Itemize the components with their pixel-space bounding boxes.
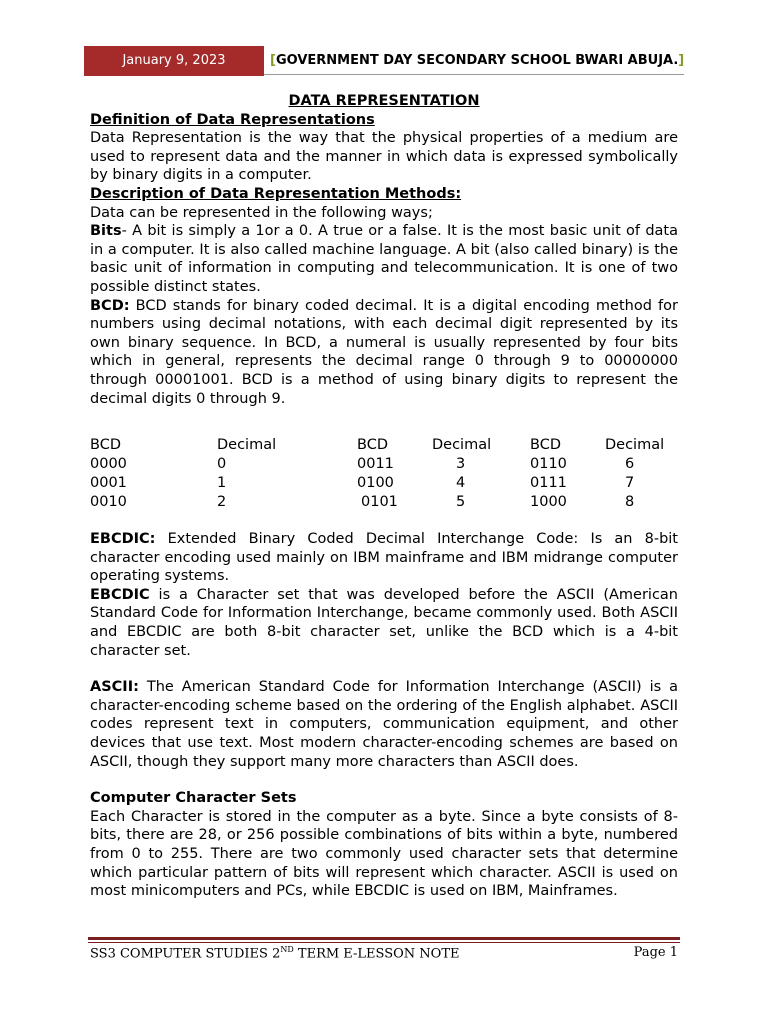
page-number: Page 1: [633, 945, 678, 960]
table-cell: 1000: [530, 494, 567, 511]
header-school-name: [270, 46, 684, 76]
definition-heading: Definition of Data Representations: [90, 111, 375, 128]
table-cell: 0111: [530, 475, 567, 492]
ascii-paragraph: [90, 678, 678, 771]
table-header: Decimal: [605, 437, 665, 454]
table-header: BCD: [357, 437, 388, 454]
spacer: [90, 660, 678, 678]
ascii-term: ASCII:: [90, 679, 139, 696]
ebcdic-paragraph-1: [90, 530, 678, 586]
bits-paragraph: [90, 222, 678, 296]
document-body: [90, 92, 678, 901]
footer-suffix: TERM E-LESSON NOTE: [293, 946, 460, 962]
table-cell: 1: [217, 475, 227, 492]
school-name: GOVERNMENT DAY SECONDARY SCHOOL BWARI ABUJA.: [275, 53, 679, 68]
bcd-table: [90, 436, 675, 512]
table-header: Decimal: [217, 437, 277, 454]
ebcdic-paragraph-2: [90, 586, 678, 660]
table-row: [90, 474, 675, 493]
header-date: January 9, 2023: [84, 46, 264, 76]
ebcdic-term-2: EBCDIC: [90, 586, 150, 603]
ebcdic-text-1: Extended Binary Coded Decimal Interchange Code: Is an 8-bit character encoding used mainly on IBM mainframe and IBM midrange computer operating systems.: [90, 531, 678, 585]
page-title: DATA REPRESENTATION: [288, 93, 480, 109]
table-cell: 0110: [530, 456, 567, 473]
charsets-heading: Computer Character Sets: [90, 790, 297, 807]
description-intro: Data can be represented in the following ways;: [90, 204, 433, 221]
bits-text: - A bit is simply a 1or a 0. A true or a false. It is the most basic unit of data in a computer. It is also called machine language. A bit (also called binary) is the basic unit of information in computing and telecommunication. It is one of two possible distinct states.: [90, 223, 678, 295]
table-header: BCD: [90, 437, 121, 454]
table-cell: 5: [456, 494, 466, 511]
table-cell: 7: [625, 475, 635, 492]
table-cell: 0101: [361, 494, 398, 511]
bcd-paragraph: [90, 297, 678, 409]
table-cell: 2: [217, 494, 227, 511]
bits-term: Bits: [90, 223, 122, 240]
footer-ordinal: ND: [280, 945, 294, 954]
table-row: [90, 455, 675, 474]
definition-text: Data Representation is the way that the physical properties of a medium are used to represent data and the manner in which data is expressed symbolically by binary digits in a computer.: [90, 130, 678, 184]
table-row: [90, 493, 675, 512]
footer-course-title: [90, 945, 460, 961]
header-divider: [264, 74, 684, 75]
spacer: [90, 771, 678, 789]
bcd-text: BCD stands for binary coded decimal. It is a digital encoding method for numbers using decimal notations, with each decimal digit represented by its own binary sequence. In BCD, a numeral is usually represented by four bits which in general, represents the decimal range 0 through 9 to 00000000 through 00001001. BCD is a method of using binary digits to represent the decimal digits 0 through 9.: [90, 297, 678, 407]
table-cell: 6: [625, 456, 635, 473]
table-cell: 0011: [357, 456, 394, 473]
ebcdic-text-2: is a Character set that was developed before the ASCII (American Standard Code for Information Interchange, became commonly used. Both ASCII and EBCDIC are both 8-bit character set, unlike the BCD which is a 4-bit character set.: [90, 586, 678, 659]
bracket-open: [: [270, 53, 276, 68]
table-header: BCD: [530, 437, 561, 454]
table-header-row: [90, 436, 675, 455]
table-cell: 8: [625, 494, 635, 511]
table-cell: 3: [456, 456, 466, 473]
table-cell: 0000: [90, 456, 127, 473]
table-cell: 0010: [90, 494, 127, 511]
table-header: Decimal: [432, 437, 492, 454]
table-cell: 0001: [90, 475, 127, 492]
ebcdic-term-1: EBCDIC:: [90, 531, 156, 548]
charsets-text: Each Character is stored in the computer as a byte. Since a byte consists of 8-bits, there are 28, or 256 possible combinations of bits within a byte, numbered from 0 to 255. There are two commonly used character sets that determine which particular pattern of bits will represent which character. ASCII is used on most minicomputers and PCs, while EBCDIC is used on IBM, Mainframes.: [90, 808, 678, 900]
table-cell: 0100: [357, 475, 394, 492]
footer-prefix: SS3 COMPUTER STUDIES 2: [90, 946, 281, 962]
footer-divider-thin: [88, 942, 680, 943]
description-heading: Description of Data Representation Methods:: [90, 185, 462, 202]
table-cell: 4: [456, 475, 466, 492]
bcd-term: BCD:: [90, 297, 130, 314]
spacer: [90, 512, 678, 530]
bracket-close: ]: [678, 53, 685, 68]
table-cell: 0: [217, 456, 227, 473]
footer-divider-thick: [88, 937, 680, 940]
ascii-text: The American Standard Code for Information Interchange (ASCII) is a character-encoding scheme based on the ordering of the English alphabet. ASCII codes represent text in computers, communication equipment, and other devices that use text. Most modern character-encoding schemes are based on ASCII, though they support many more characters than ASCII does.: [90, 679, 678, 770]
